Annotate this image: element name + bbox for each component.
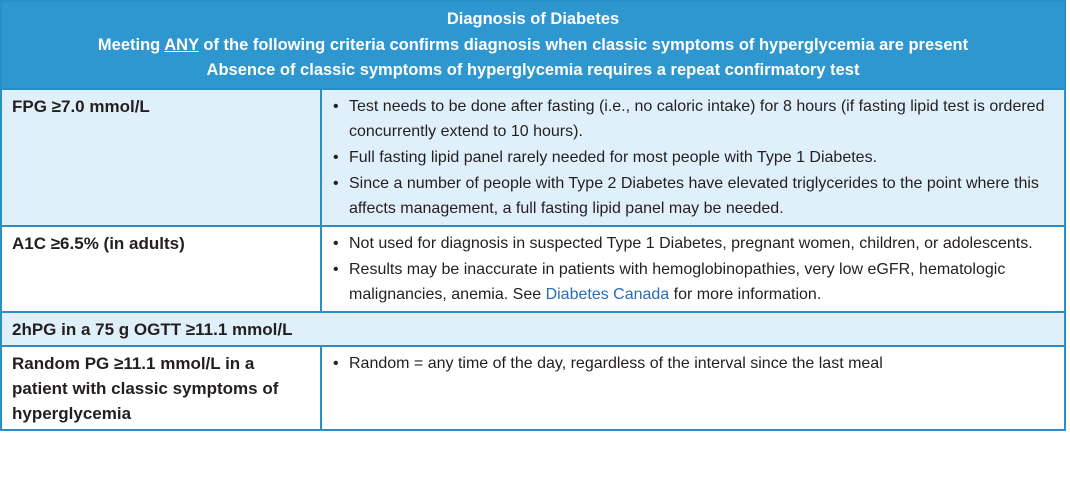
table-row-random-pg <box>1 346 1065 430</box>
header-note-emphasis: ANY <box>164 35 199 54</box>
list-item-text: Since a number of people with Type 2 Diabetes have elevated triglycerides to the point where this affects management, a full fasting lipid panel may be needed. <box>349 174 1039 217</box>
table-header-row <box>1 1 1065 89</box>
criterion-random-pg: Random PG ≥11.1 mmol/L in a patient with classic symptoms of hyperglycemia <box>1 346 321 430</box>
bullet-list <box>332 231 1056 307</box>
criterion-fpg: FPG ≥7.0 mmol/L <box>1 89 321 226</box>
bullet-glyph: • <box>333 148 339 166</box>
list-item-text: Test needs to be done after fasting (i.e., no caloric intake) for 8 hours (if fasting lipid test is ordered concurrently extend to 10 hours). <box>349 97 1045 140</box>
list-item-text: Not used for diagnosis in suspected Type 1 Diabetes, pregnant women, children, or adolescents. <box>349 234 1033 252</box>
list-item-text-suffix: for more information. <box>669 285 822 303</box>
list-item <box>332 145 1056 170</box>
bullet-glyph: • <box>333 97 339 115</box>
bullet-list <box>332 94 1056 221</box>
list-item <box>332 171 1056 221</box>
details-fpg <box>321 89 1065 226</box>
list-item-text: Full fasting lipid panel rarely needed for most people with Type 1 Diabetes. <box>349 148 878 166</box>
bullet-glyph: • <box>333 354 339 372</box>
list-item-text: Random = any time of the day, regardless of the interval since the last meal <box>349 354 883 372</box>
criterion-a1c: A1C ≥6.5% (in adults) <box>1 226 321 312</box>
list-item <box>332 231 1056 256</box>
header-note-suffix: of the following criteria confirms diagnosis when classic symptoms of hyperglycemia are present <box>198 35 969 54</box>
list-item <box>332 257 1056 307</box>
table-row-fpg <box>1 89 1065 226</box>
bullet-glyph: • <box>333 234 339 252</box>
bullet-glyph: • <box>333 260 339 278</box>
table-header <box>1 1 1065 89</box>
table-title: Diagnosis of Diabetes <box>446 10 620 28</box>
list-item <box>332 94 1056 144</box>
bullet-list <box>332 351 1056 376</box>
table-row-a1c <box>1 226 1065 312</box>
criterion-ogtt: 2hPG in a 75 g OGTT ≥11.1 mmol/L <box>1 312 1065 346</box>
diabetes-canada-link[interactable]: Diabetes Canada <box>545 285 670 303</box>
table-row-ogtt <box>1 312 1065 346</box>
header-repeat-test-note: Absence of classic symptoms of hyperglycemia requires a repeat confirmatory test <box>206 61 860 79</box>
header-criteria-note <box>8 33 1058 59</box>
header-note-prefix: Meeting <box>97 35 165 54</box>
list-item <box>332 351 1056 376</box>
list-item-text: Results may be inaccurate in patients with hemoglobinopathies, very low eGFR, hematologic malignancies, anemia. See <box>349 260 1006 303</box>
bullet-glyph: • <box>333 174 339 192</box>
details-a1c <box>321 226 1065 312</box>
details-random-pg <box>321 346 1065 430</box>
